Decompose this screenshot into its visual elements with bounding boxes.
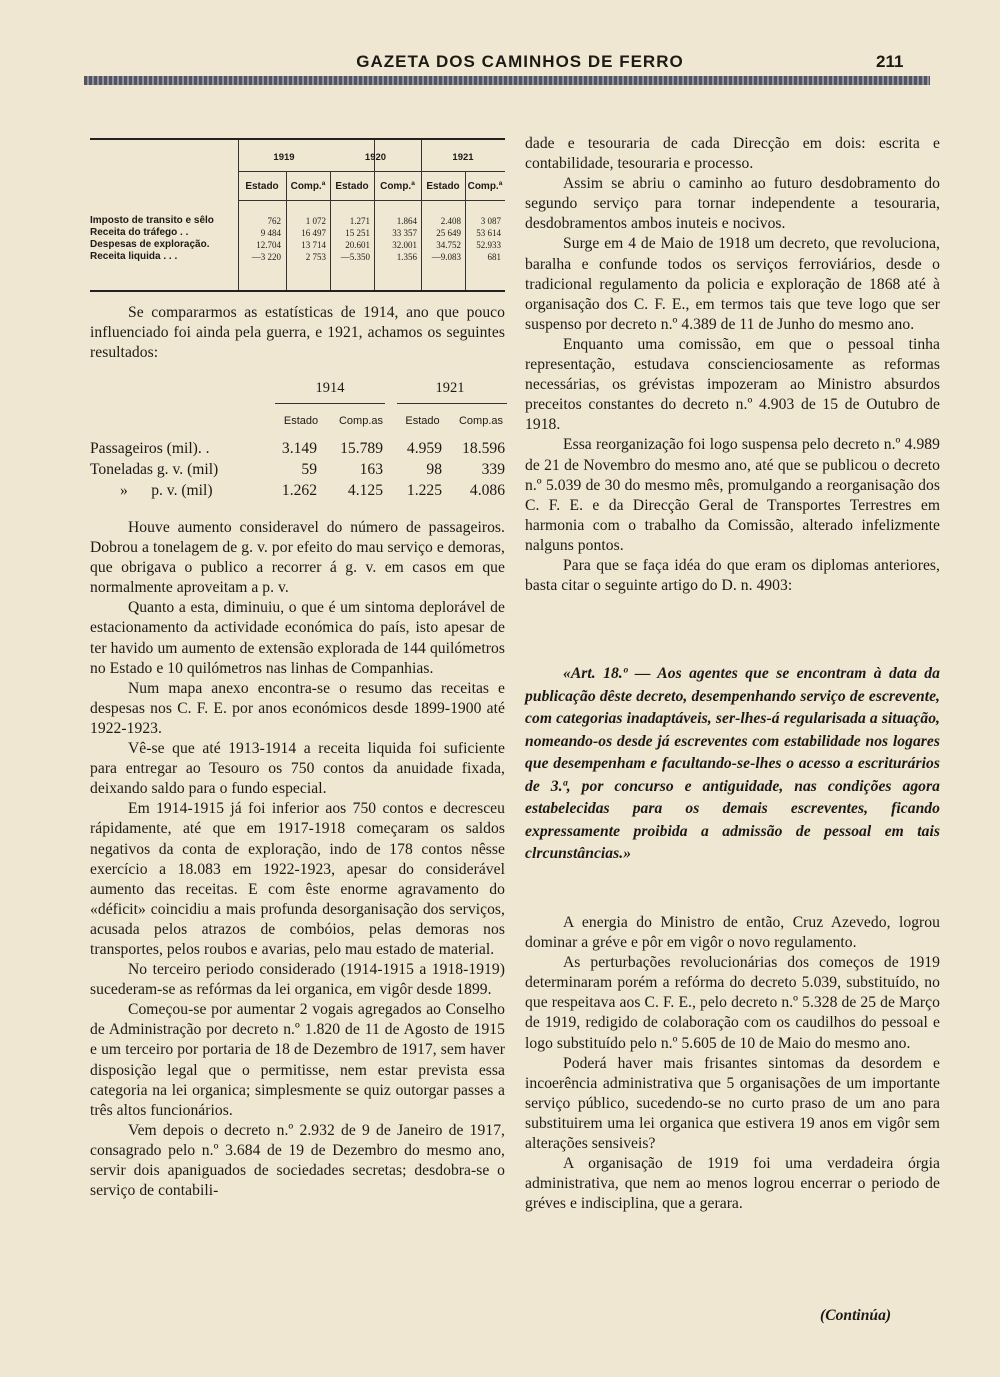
paragraph: Essa reorganização foi logo suspensa pelo decreto n.º 4.989 de 21 de Novembro do mesmo ano, até que se publicou o decreto n.º 5.039 de 30 do mesmo mês, promulgando a reorganisação dos C. F. E. e da Direcção Geral de Transportes Terrestres em harmonia com o trabalho da Comissão, alterado infelizmente nalguns pontos. <box>525 436 940 554</box>
column-header: Comp.ª <box>380 181 415 192</box>
table-cell: 98 <box>426 461 442 478</box>
table-cell: 9 484 <box>260 228 281 238</box>
header-rule <box>84 76 930 85</box>
table-cell: 15.789 <box>340 440 383 457</box>
page-number: 211 <box>876 52 904 71</box>
column-header: Estado <box>283 415 319 427</box>
paragraph: No terceiro periodo considerado (1914-1915 a 1918-1919) sucederam-se as refórmas da lei organica, em vigôr desde 1899. <box>90 961 505 999</box>
column-header: Estado <box>426 181 460 192</box>
table-cell: 4.125 <box>347 482 383 499</box>
table-cell: 762 <box>267 216 281 226</box>
paragraph: Começou-se por aumentar 2 vogais agregados ao Conselho de Administração por decreto n.º 1.820 de 11 de Agosto de 1915 e um terceiro por portaria de 18 de Dezembro de 1917, sem haver disposição legal que o permitisse, nem estar prevista essa categoria na lei organica; simplesmente se quiz outorgar passes a três altos funcionários. <box>90 1001 505 1119</box>
brace <box>397 403 507 410</box>
paragraph: As perturbações revolucionárias dos começos de 1919 determinaram porém a refórma do decreto 5.039, substituído, no que respeitava aos C. F. E., pelo decreto n.º 5.328 de 25 de Março de 1919, redigido de colaboração com os caudilhos do pessoal e logo substituído pelo n.º 5.605 de 10 de Maio do mesmo ano. <box>525 954 940 1052</box>
column-header: Estado <box>405 415 440 427</box>
year-header: 1921 <box>435 380 465 396</box>
year-header: 1919 <box>273 152 295 163</box>
table-cell: 1.262 <box>281 482 317 499</box>
table-cell: 1.271 <box>349 216 370 226</box>
table-cell: 2.408 <box>440 216 461 226</box>
paragraph: Num mapa anexo encontra-se o resumo das receitas e despesas nos C. F. E. por anos económicos desde 1899-1900 até 1922-1923. <box>90 679 505 737</box>
left-column <box>90 518 505 1201</box>
row-label: Passageiros (mil). . <box>90 440 210 457</box>
table-cell: 18.596 <box>462 440 505 457</box>
paragraph: dade e tesouraria de cada Direcção em dois: escrita e contabilidade, tesouraria e processo. <box>525 135 940 173</box>
table-cell: 16 497 <box>301 228 326 238</box>
paragraph: Enquanto uma comissão, em que o pessoal tinha representação, estudava conscienciosamente as reformas necessárias, os grévistas impozeram ao Ministro absurdos preceitos constantes do decreto n.º 4.903 de 15 de Outubro de 1918. <box>525 335 940 434</box>
table-cell: 1.225 <box>406 482 442 499</box>
row-label: Receita do tráfego . . <box>90 227 189 238</box>
table-cell: 34.752 <box>436 240 461 250</box>
table-cell: 25 649 <box>436 228 461 238</box>
right-column-end <box>525 913 940 1214</box>
column-header: Comp.ª <box>467 181 503 192</box>
table-cell: 53 614 <box>476 228 501 238</box>
year-header: 1920 <box>364 152 387 163</box>
right-column <box>525 134 940 596</box>
table-cell: —9.083 <box>431 252 461 262</box>
paragraph: Vem depois o decreto n.º 2.932 de 9 de Janeiro de 1917, consagrado pelo n.º 3.684 de 19 de Dezembro do mesmo ano, servir dois apaniguados de sociedades secretas; desdobra-se o serviço de contabili- <box>90 1121 505 1200</box>
article-text: «Art. 18.º — Aos agentes que se encontram à data da publicação dêste decreto, desempenhando serviço de escrevente, com categorias inadaptáveis, ser-lhes-á regularisada a situação, nomeando-os desde já escreventes com estabilidade nos logares que desempenham e facultando-se-lhes o acesso a escriturários de 3.ª, por concurso e antiguidade, nas condições agora estabelecidas para os demais escreventes, ficando expressamente proibida a admissão de pessoal em tais clrcunstâncias.» <box>525 665 940 862</box>
table-cell: —5.350 <box>340 252 370 262</box>
table-cell: 13 714 <box>301 240 326 250</box>
table-cell: 3 087 <box>480 216 501 226</box>
table-cell: 33 357 <box>392 228 417 238</box>
table-cell: 32.001 <box>392 240 417 250</box>
paragraph: Poderá haver mais frisantes sintomas da desordem e incoerência administrativa que 5 organisações de um importante serviço público, sucedendo-se no curto praso de um ano para substituirem uma lei organica que estivera 19 anos em vigôr sem alterações sensiveis? <box>525 1054 940 1153</box>
table-cell: —3 220 <box>251 252 281 262</box>
column-header: Comp.as <box>338 415 384 427</box>
table-cell: 15 251 <box>345 228 370 238</box>
table-cell: 20.601 <box>345 240 370 250</box>
table-cell: 3.149 <box>281 440 317 457</box>
paragraph: Surge em 4 de Maio de 1918 um decreto, que revoluciona, baralha e confunde todos os serviços ferroviários, desde o tradicional regulamento da policia e exploração de 1868 até à organisação dos C. F. E., em termos tais que teve logo que ser suspenso por decreto n.º 4.389 de 11 de Junho do mesmo ano. <box>525 235 940 333</box>
paragraph: Em 1914-1915 já foi inferior aos 750 contos e decresceu rápidamente, até que em 1917-1918 começaram os saldos negativos da conta de exploração, indo de 178 contos nêsse exercício a 18.083 em 1922-1923, apesar do considerável aumento das receitas. E com êste enorme agravamento do «déficit» coincidiu a mais profunda desorganisação dos serviços, acusada pelos atrazos de combóios, pelas demoras nos transportes, pelos roubos e avarias, pelo mau estado de material. <box>90 800 505 958</box>
row-label: Toneladas g. v. (mil) <box>90 461 219 478</box>
paragraph: Vê-se que até 1913-1914 a receita liquida foi suficiente para entregar ao Tesouro os 750 contos da anuidade fixada, deixando saldo para o fundo especial. <box>90 740 505 798</box>
paragraph: Houve aumento consideravel do número de passageiros. Dobrou a tonelagem de g. v. por efeito do mau serviço e demoras, que obrigava o publico a recorrer á g. v. em casos em que normalmente aproveitam a p. v. <box>90 519 505 597</box>
paragraph: A organisação de 1919 foi uma verdadeira órgia administrativa, que nem ao menos logrou encerrar o periodo de gréves e indisciplina, que a gerara. <box>525 1155 940 1213</box>
paragraph: A energia do Ministro de então, Cruz Azevedo, logrou dominar a gréve e pôr em vigôr o novo regulamento. <box>525 914 940 952</box>
year-header: 1914 <box>315 380 345 396</box>
table-cell: 1.864 <box>396 216 417 226</box>
table-cell: 1.356 <box>396 252 417 262</box>
table-cell: 339 <box>481 461 505 478</box>
table-cell: 681 <box>487 252 501 262</box>
table-cell: 52.933 <box>476 240 501 250</box>
table-cell: 59 <box>301 461 317 478</box>
row-label: » p. v. (mil) <box>120 482 213 499</box>
table-cell: 4.086 <box>469 482 505 499</box>
row-label: Imposto de transito e sêlo <box>90 215 214 226</box>
paragraph: Quanto a esta, diminuiu, o que é um sintoma deplorável de estacionamento da actividade económica do país, isto apesar de ter havido um aumento de extensão explorada de 144 quilómetros no Estado e 10 quilómetros nas linhas de Companhias. <box>90 599 505 677</box>
quoted-article <box>525 663 940 866</box>
left-column-intro <box>90 303 505 363</box>
paragraph: Para que se faça idéa do que eram os diplomas anteriores, basta citar o seguinte artigo do D. n. 4903: <box>525 556 940 595</box>
brace <box>275 403 385 410</box>
column-header: Comp.ª <box>290 181 326 192</box>
table-cell: 1 072 <box>305 216 326 226</box>
journal-title: GAZETA DOS CAMINHOS DE FERRO <box>356 52 684 71</box>
statistics-table-1919-1921 <box>90 138 505 292</box>
paragraph: Se compararmos as estatísticas de 1914, ano que pouco influenciado foi ainda pela guerra, e 1921, achamos os seguintes resultados: <box>90 304 505 362</box>
column-header: Comp.as <box>458 415 504 427</box>
table-cell: 163 <box>359 461 383 478</box>
table-cell: 4.959 <box>406 440 442 457</box>
column-header: Estado <box>245 181 279 192</box>
continues-label: (Continúa) <box>820 1307 892 1324</box>
row-label: Receita liquida . . . <box>90 251 178 262</box>
table-cell: 2 753 <box>305 252 326 262</box>
paragraph: Assim se abriu o caminho ao futuro desdobramento do segundo serviço para tornar independente a tesouraria, desdobramentos ambos inuteis e nocivos. <box>525 175 940 233</box>
year-header: 1921 <box>452 152 474 163</box>
row-label: Despesas de exploração. <box>90 239 210 250</box>
table-cell: 12.704 <box>256 240 281 250</box>
column-header: Estado <box>335 181 369 192</box>
